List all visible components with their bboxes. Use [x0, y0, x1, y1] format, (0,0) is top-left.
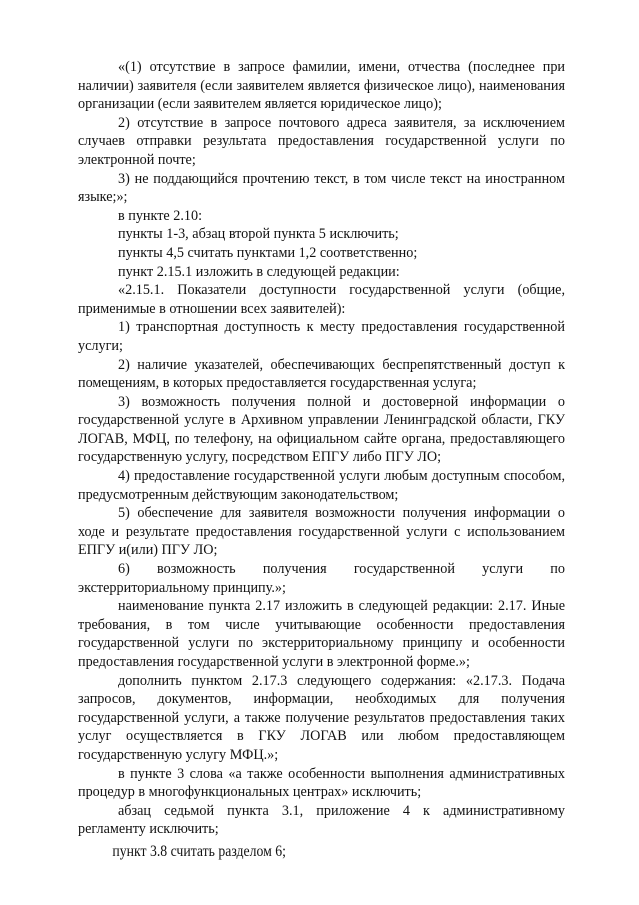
paragraph-indicator-5: 5) обеспечение для заявителя возможности получения информации о ходе и результате предоставления государственной услуги с использованием ЕПГУ и(или) ПГУ ЛО; [78, 505, 565, 559]
paragraph-item-3-illegible-text: 3) не поддающийся прочтению текст, в том числе текст на иностранном языке;»; [78, 170, 565, 206]
paragraph-accessibility-indicators: «2.15.1. Показатели доступности государственной услуги (общие, применимые в отношении всех заявителей): [78, 282, 565, 317]
paragraph-indicator-4: 4) предоставление государственной услуги любым доступным способом, предусмотренным действующим законодательством; [78, 468, 565, 503]
paragraph-exclude-items: пункты 1-3, абзац второй пункта 5 исключить; [118, 226, 399, 243]
paragraph-clause-2-17-3: дополнить пунктом 2.17.3 следующего содержания: «2.17.3. Подача запросов, документов, информации, необходимых для получения государственной услуги, а также получение результатов предоставления таких услуг осуществляется в ГКУ ЛОГАВ или любом предоставляющем государственную услугу МФЦ.»; [78, 672, 565, 763]
paragraph-item-2-postal-address: 2) отсутствие в запросе почтового адреса заявителя, за исключением случаев отправки результата предоставления государственной услуги по электронной почте; [78, 114, 565, 168]
paragraph-clause-2-17-title: наименование пункта 2.17 изложить в следующей редакции: 2.17. Иные требования, в том числе учитывающие особенности предоставления государственной услуги по экстерриториальному принципу и особенности предоставления государственной услуги в электронной форме.»; [78, 598, 565, 670]
paragraph-clause-2-15-1-intro: пункт 2.15.1 изложить в следующей редакции: [118, 263, 400, 280]
paragraph-clause-3-words: в пункте 3 слова «а также особенности выполнения административных процедур в многофункциональных центрах» исключить; [78, 765, 565, 801]
paragraph-renumber-items: пункты 4,5 считать пунктами 1,2 соответственно; [118, 244, 418, 261]
document-page [78, 58, 565, 862]
paragraph-indicator-6: 6) возможность получения государственной услуги по экстерриториальному принципу.»; [78, 561, 565, 596]
paragraph-item-1-refusal-grounds: «(1) отсутствие в запросе фамилии, имени, отчества (последнее при наличии) заявителя (если заявителем является физическое лицо), наименования организации (если заявителем является юридическое лицо); [78, 59, 565, 113]
paragraph-clause-2-10: в пункте 2.10: [118, 207, 203, 224]
paragraph-indicator-3: 3) возможность получения полной и достоверной информации о государственной услуге в Архивном управлении Ленинградской области, ГКУ ЛОГАВ, МФЦ, по телефону, на официальном сайте органа, предоставляющего государственную услугу, посредством ЕПГУ либо ПГУ ЛО; [78, 393, 565, 466]
paragraph-clause-3-8-section: пункт 3.8 считать разделом 6; [112, 842, 286, 860]
paragraph-indicator-1: 1) транспортная доступность к месту предоставления государственной услуги; [78, 319, 565, 354]
paragraph-indicator-2: 2) наличие указателей, обеспечивающих беспрепятственный доступ к помещениям, в которых предоставляется государственная услуга; [78, 356, 565, 392]
paragraph-clause-3-1-exclude: абзац седьмой пункта 3.1, приложение 4 к административному регламенту исключить; [78, 802, 565, 838]
